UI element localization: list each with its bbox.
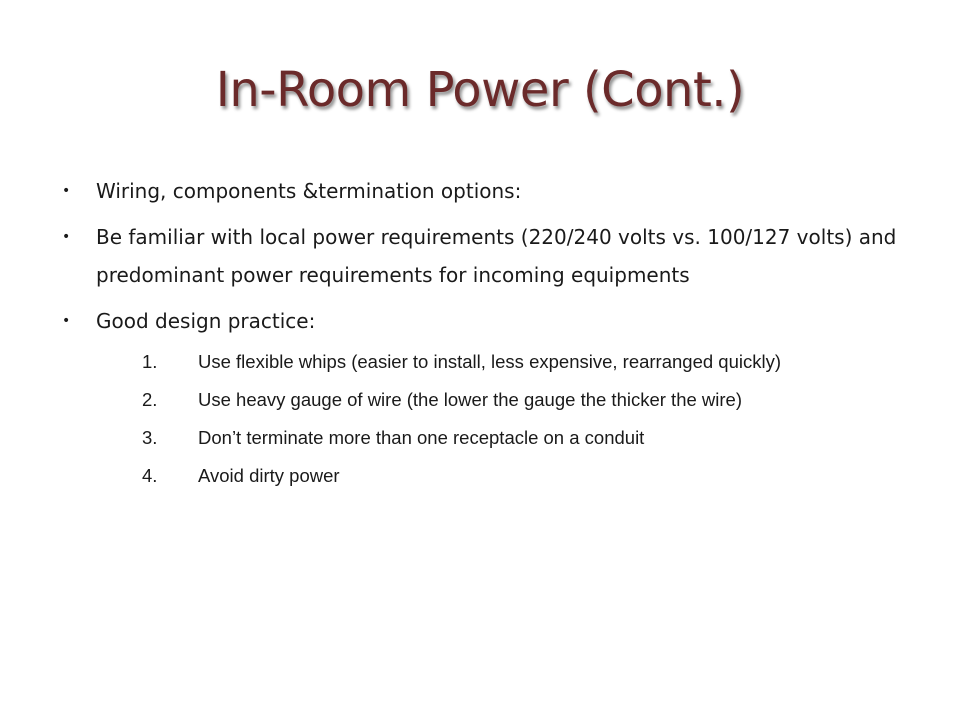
- item-text: Avoid dirty power: [198, 465, 340, 486]
- item-number: 3.: [142, 427, 158, 448]
- bullet-dot-icon: •: [62, 313, 71, 329]
- numbered-item: [142, 460, 902, 492]
- bullet-dot-icon: •: [62, 183, 71, 199]
- item-text: Use heavy gauge of wire (the lower the gauge the thicker the wire): [198, 389, 742, 410]
- bullet-item: [62, 172, 902, 210]
- bullet-dot-icon: •: [62, 229, 71, 245]
- item-number: 2.: [142, 389, 158, 410]
- item-text: Don’t terminate more than one receptacle on a conduit: [198, 427, 645, 448]
- bullet-text: Good design practice:: [96, 309, 316, 333]
- numbered-item: [142, 384, 902, 416]
- bullet-item: [62, 218, 902, 294]
- numbered-item: [142, 346, 902, 378]
- bullet-item: [62, 302, 902, 340]
- bullet-text: Be familiar with local power requirements (220/240 volts vs. 100/127 volts) and predominant power requirements for incoming equipments: [96, 225, 897, 287]
- item-number: 4.: [142, 465, 158, 486]
- item-number: 1.: [142, 351, 158, 372]
- bullet-text: Wiring, components &termination options:: [96, 179, 522, 203]
- slide-title: In-Room Power (Cont.): [215, 62, 745, 118]
- item-text: Use flexible whips (easier to install, less expensive, rearranged quickly): [198, 351, 782, 372]
- slide-content: [62, 172, 902, 498]
- numbered-item: [142, 422, 902, 454]
- numbered-list: [62, 346, 902, 492]
